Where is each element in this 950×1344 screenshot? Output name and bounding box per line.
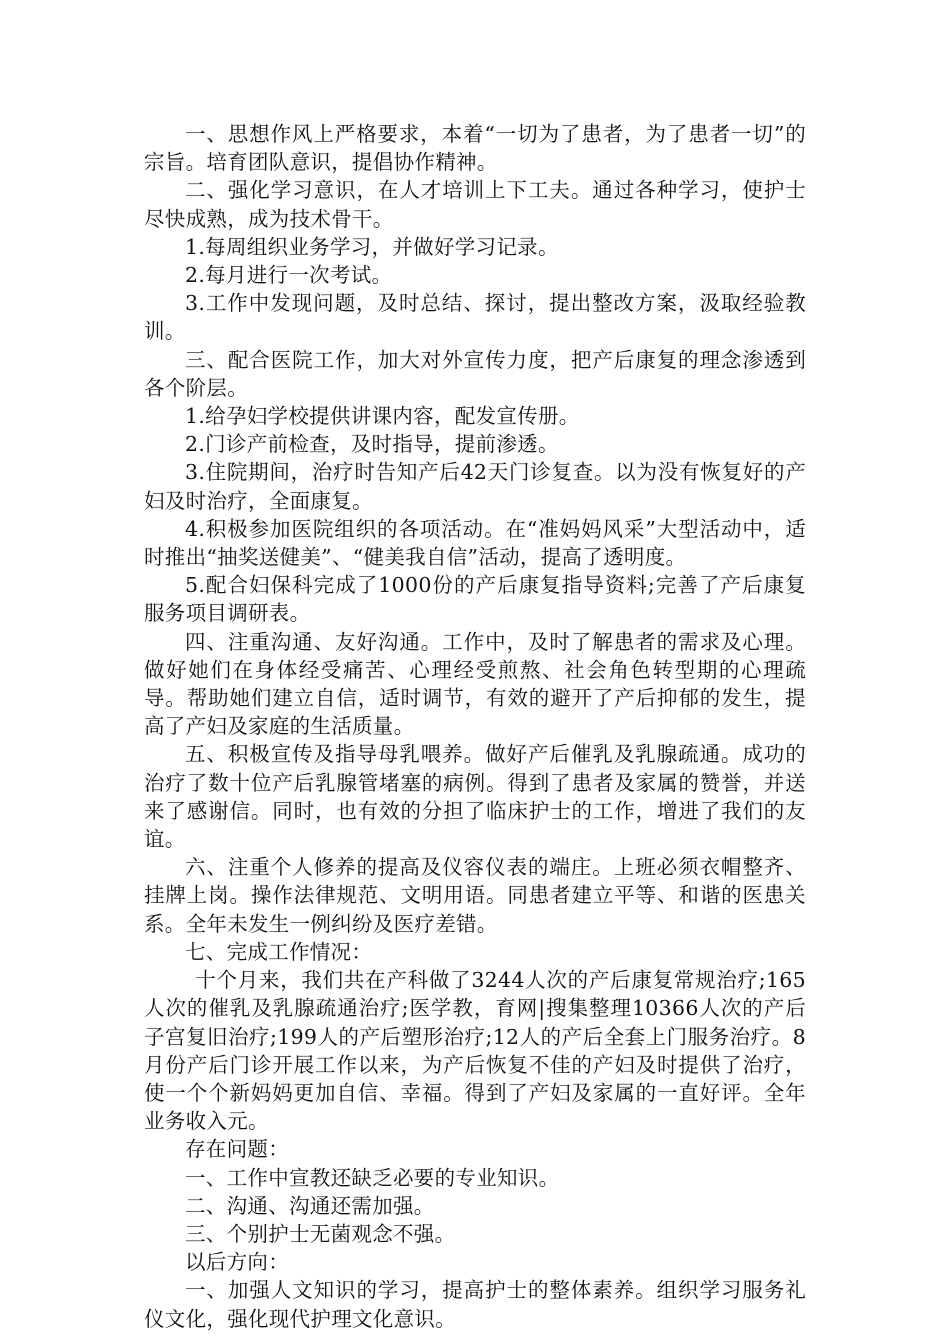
paragraph-14: 六、注重个人修养的提高及仪容仪表的端庄。上班必须衣帽整齐、挂牌上岗。操作法律规范、文明用语。同患者建立平等、和谐的医患关系。全年未发生一例纠纷及医疗差错。 xyxy=(144,855,806,936)
paragraph-22: 一、加强人文知识的学习，提高护士的整体素养。组织学习服务礼仪文化，强化现代护理文化意识。 xyxy=(144,1278,806,1331)
paragraph-19: 二、沟通、沟通还需加强。 xyxy=(185,1193,435,1218)
paragraph-16: 十个月来，我们共在产科做了3244人次的产后康复常规治疗;165人次的催乳及乳腺疏通治疗;医学教，育网|搜集整理10366人次的产后子宫复旧治疗;199人的产后塑形治疗;12人的产后全套上门服务治疗。8月份产后门诊开展工作以来，为产后恢复不佳的产妇及时提供了治疗，使一个个新妈妈更加自信、幸福。得到了产妇及家属的一直好评。全年业务收入元。 xyxy=(144,968,806,1134)
paragraph-11: 5.配合妇保科完成了1000份的产后康复指导资料;完善了产后康复服务项目调研表。 xyxy=(144,573,806,626)
paragraph-3: 1.每周组织业务学习，并做好学习记录。 xyxy=(185,234,559,259)
paragraph-10: 4.积极参加医院组织的各项活动。在“准妈妈风采”大型活动中，适时推出“抽奖送健美”、“健美我自信”活动，提高了透明度。 xyxy=(144,516,806,570)
document-body xyxy=(144,120,806,1333)
paragraph-1: 一、思想作风上严格要求，本着“一切为了患者，为了患者一切”的宗旨。培育团队意识，提倡协作精神。 xyxy=(144,122,806,175)
paragraph-2: 二、强化学习意识，在人才培训上下工夫。通过各种学习，使护士尽快成熟，成为技术骨干。 xyxy=(144,178,806,231)
paragraph-20: 三、个别护士无菌观念不强。 xyxy=(185,1221,456,1246)
paragraph-7: 1.给孕妇学校提供讲课内容，配发宣传册。 xyxy=(185,404,580,429)
paragraph-13: 五、积极宣传及指导母乳喂养。做好产后催乳及乳腺疏通。成功的治疗了数十位产后乳腺管堵塞的病例。得到了患者及家属的赞誉，并送来了感谢信。同时，也有效的分担了临床护士的工作，增进了我们的友谊。 xyxy=(144,742,806,852)
paragraph-12: 四、注重沟通、友好沟通。工作中，及时了解患者的需求及心理。做好她们在身体经受痛苦、心理经受煎熬、社会角色转型期的心理疏导。帮助她们建立自信，适时调节，有效的避开了产后抑郁的发生，提高了产妇及家庭的生活质量。 xyxy=(144,629,806,739)
paragraph-9: 3.住院期间，治疗时告知产后42天门诊复查。以为没有恢复好的产妇及时治疗，全面康复。 xyxy=(144,460,806,513)
paragraph-17: 存在问题： xyxy=(185,1137,289,1162)
paragraph-15: 七、完成工作情况： xyxy=(185,939,373,964)
paragraph-5: 3.工作中发现问题，及时总结、探讨，提出整改方案，汲取经验教训。 xyxy=(144,291,806,344)
paragraph-6: 三、配合医院工作，加大对外宣传力度，把产后康复的理念渗透到各个阶层。 xyxy=(144,347,806,400)
paragraph-18: 一、工作中宣教还缺乏必要的专业知识。 xyxy=(185,1165,560,1190)
paragraph-4: 2.每月进行一次考试。 xyxy=(185,263,393,288)
paragraph-21: 以后方向： xyxy=(185,1250,289,1275)
paragraph-8: 2.门诊产前检查，及时指导，提前渗透。 xyxy=(185,432,559,457)
